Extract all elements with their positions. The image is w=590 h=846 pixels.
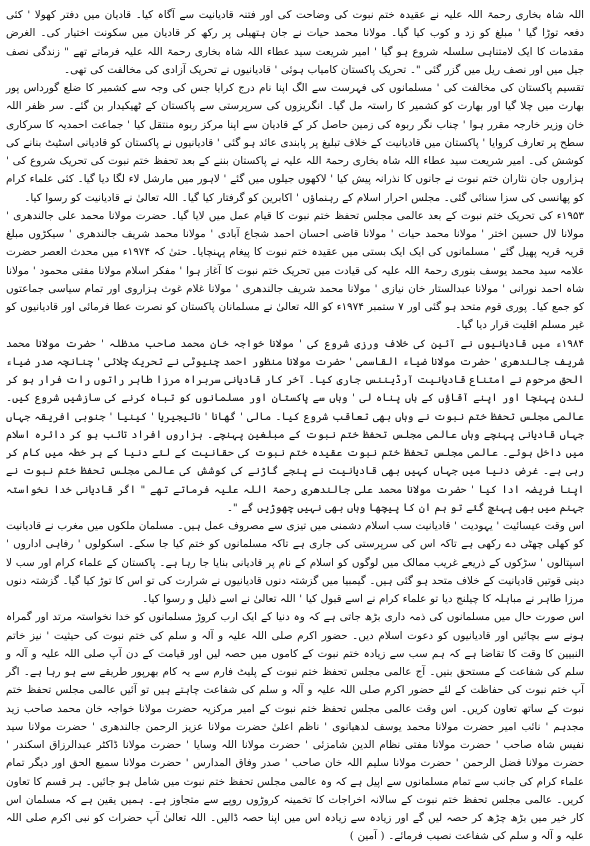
body-paragraph: اس وقت عیسائیت ' یہودیت ' قادیانیت سب اسلام دشمنی میں تیزی سے مصروف عمل ہیں۔ مسلمان ملکوں میں مغرب نے قادیانیت کو کھلی چھٹی دے رکھی ہے تاکہ اس کی سرپرستی کی جاری ہے تاکہ مسلمانوں کو ختم کیا جا سکے۔ اسکولوں ' رفاہی اداروں ' اسپتالوں ' سڑکوں کے ذریعے غریب ممالک میں لوگوں کو اسلام کے نام پر قادیانی بنایا جا رہا ہے۔ پاکستان کے علماء کرام اور سب لا دینی قوتیں قادیانیت کے خلاف متحد ہو گئی ہیں۔ گیمبیا میں گزشتہ دنوں قادیانیوں نے شرارت کی تو اس کا توڑ کیا گیا۔ گزشتہ دنوں مرزا طاہر نے مباہلہ کا چیلنج دیا تو علماء کرام نے اسے قبول کیا ' اللہ تعالیٰ نے اسے ذلیل و رسوا کیا۔ — [6, 520, 584, 605]
body-paragraph: ۱۹۸۴ء میں قادیانیوں نے آئین کی خلاف ورزی شروع کی ' مولانا خواجہ خان محمد صاحب مدظلہ ' حضرت مولانا محمد شریف جالندھری ' حضرت مولانا ضیاء القاسمی ' حضرت مولانا منظور احمد چنیوٹی نے تحریک چلائی ' چنانچہ صدر ضیاء الحق مرحوم نے امتناع قادیانیت آرڈیننس جاری کیا۔ آخر کار قادیانی سربراہ مرزا طاہر راتوں رات فرار ہو کر لندن پہنچا اور اپنے آقاؤں کے ہاں پناہ لی ' وہاں سے پاکستان اور مسلمانوں کو تباہ کرنے کی سازشیں شروع کیں۔ عالمی مجلس تحفظ ختم نبوت نے وہاں بھی تعاقب شروع کیا۔ مالی ' گھانا ' نائیجیریا ' کینیا ' جنوبی افریقہ جہاں جہاں قادیانی پہنچے وہاں عالمی مجلس تحفظ ختم نبوت کے مبلغین پہنچے۔ ہزاروں افراد تائب ہو کر دائرہ اسلام میں داخل ہوئے۔ عالمی مجلس تحفظ ختم نبوت عقیدہ ختم نبوت کی حقانیت کے لئے دنیا کے ہر خطہ میں کام کر رہی ہے۔ غرض دنیا میں جہاں کہیں بھی قادیانیت نے پنجے گاڑنے کی کوشش کی عالمی مجلس تحفظ ختم نبوت نے اپنا فریضہ ادا کیا ' حضرت مولانا محمد علی جالندھری رحمۃ اللہ علیہ فرماتے تھے " اگر قادیانی خدا نخواستہ جہنم میں بھی پہنچ گئے تو ہم ان کا پیچھا وہاں بھی نہیں چھوڑیں گے "۔ — [6, 337, 584, 514]
body-paragraph: ۱۹۵۳ء کی تحریک ختم نبوت کے بعد عالمی مجلس تحفظ ختم نبوت کا قیام عمل میں لایا گیا۔ حضرت مولانا محمد علی جالندھری ' مولانا لال حسین اختر ' مولانا محمد حیات ' مولانا قاضی احسان احمد شجاع آبادی ' مولانا محمد شریف جالندھری ' سیکڑوں مبلغ قریہ قریہ پھیل گئے ' مسلمانوں کی ایک ایک بستی میں عقیدہ ختم نبوت کا پیغام پہنچایا۔ حتیٰ کہ ۱۹۷۴ء میں محدث العصر حضرت علامہ سید محمد یوسف بنوری رحمۃ اللہ علیہ کی قیادت میں تحریک ختم نبوت کا آغاز ہوا ' مفکر اسلام مولانا مفتی محمود ' مولانا شاہ احمد نورانی ' مولانا عبدالستار خان نیازی ' مولانا محمد شریف جالندھری ' مولانا غلام غوث ہزاروی اور تمام سیاسی جماعتوں کو جمع کیا۔ پوری قوم متحد ہو گئی اور ۷ ستمبر ۱۹۷۴ء کو اللہ تعالیٰ نے مسلمانان پاکستان کو نصرت عطا فرمائی اور قادیانیوں کو غیر مسلم اقلیت قرار دیا گیا۔ — [6, 209, 584, 332]
document-page — [6, 6, 584, 843]
body-paragraph: اللہ شاہ بخاری رحمۃ اللہ علیہ نے عقیدہ ختم نبوت کی وضاحت کی اور فتنہ قادیانیت سے آگاہ کیا۔ قادیان میں دفتر کھولا ' کئی دفعہ توڑا گیا ' مبلغ کو زد و کوب کیا گیا۔ مولانا محمد حیات نے جان ہتھیلی پر رکھ کر قادیان میں سکونت اختیار کی۔ الغرض مقدمات کا ایک لامتناہی سلسلہ شروع ہو گیا ' امیر شریعت سید عطاء اللہ شاہ بخاری رحمۃ اللہ علیہ فرماتے تھے " زندگی نصف جیل میں اور نصف ریل میں گزر گئی "۔ تحریک پاکستان کامیاب ہوئی ' قادیانیوں نے تحریک آزادی کی مخالفت کی تھی۔ — [6, 9, 584, 76]
body-paragraph: اس صورت حال میں مسلمانوں کی ذمہ داری بڑھ جاتی ہے کہ وہ دنیا کے ایک ارب کروڑ مسلمانوں کو خدا نخواستہ مرتد اور گمراہ ہونے سے بچائیں اور قادیانیوں کو دعوت اسلام دیں۔ حضور اکرم صلی اللہ علیہ و آلہ و سلم کی ختم نبوت کی حیثیت ' نیز خاتم النبیین کا وقت کا تقاضا ہے کہ ہم سب سے زیادہ ختم نبوت کے کاموں میں حصہ لیں اور قیامت کے دن آپ صلی اللہ علیہ و آلہ و سلم کی شفاعت کے مستحق بنیں۔ آج عالمی مجلس تحفظ ختم نبوت کے پلیٹ فارم سے یہ کام بھرپور طریقے سے ہو رہا ہے۔ اگر آپ ختم نبوت کی حفاظت کے لئے حضور اکرم صلی اللہ علیہ و آلہ و سلم کی شفاعت چاہتے ہیں تو آئیں عالمی مجلس تحفظ ختم نبوت کے ساتھ تعاون کریں۔ اس وقت عالمی مجلس تحفظ ختم نبوت کے امیر مرکزیہ حضرت مولانا خواجہ خان محمد صاحب زید مجدہم ' نائب امیر حضرت مولانا محمد یوسف لدھیانوی ' ناظم اعلیٰ حضرت مولانا عزیز الرحمن جالندھری ' حضرت مولانا سید نفیس شاہ صاحب ' حضرت مولانا مفتی نظام الدین شامزئی ' حضرت مولانا اللہ وسایا ' حضرت مولانا ڈاکٹر عبدالرزاق اسکندر ' حضرت مولانا فضل الرحمن ' حضرت مولانا سلیم اللہ خان صاحب ' صدر وفاق المدارس ' حضرت مولانا سمیع الحق اور دیگر تمام علماء کرام کی جانب سے تمام مسلمانوں سے اپیل ہے کہ وہ عالمی مجلس تحفظ ختم نبوت میں شامل ہو جائیں۔ ہر قسم کا تعاون کریں۔ عالمی مجلس تحفظ ختم نبوت کے سالانہ اخراجات کا تخمینہ کروڑوں روپے سے متجاوز ہے۔ ہمیں یقین ہے کہ مسلمان اس کار خیر میں بڑھ چڑھ کر حصہ لیں گے اور زیادہ سے زیادہ اس میں اپنا حصہ ڈالیں۔ اللہ تعالیٰ آپ حضرات کو نبی اکرم صلی اللہ علیہ و آلہ و سلم کی شفاعت نصیب فرمائے۔ ( آمین ) — [6, 611, 584, 843]
body-paragraph: تقسیم پاکستان کی مخالفت کی ' مسلمانوں کی فہرست سے الگ اپنا نام درج کرایا جس کی وجہ سے کشمیر کا ضلع گورداس پور بھارت میں چلا گیا اور بھارت کو کشمیر کا راستہ مل گیا۔ انگریزوں کی سرپرستی سے پاکستان کے ٹھیکیدار بن گئے۔ سر ظفر اللہ خان وزیر خارجہ مقرر ہوا ' چناب نگر ربوہ کی زمین حاصل کر کے قادیان سے اپنا مرکز ربوہ منتقل کیا ' جماعت احمدیہ کا سرکاری سطح پر تعارف کروایا ' پاکستان میں قادیانیت کے خلاف تبلیغ پر پابندی عائد ہو گئی ' قادیانیوں نے پاکستان کو قادیانی اسٹیٹ بنانے کی کوشش کی۔ امیر شریعت سید عطاء اللہ شاہ بخاری رحمۃ اللہ علیہ نے پاکستان بننے کے بعد تحفظ ختم نبوت کی تحریک شروع کی ' ہزاروں جان نثاران ختم نبوت نے جانوں کا نذرانہ پیش کیا ' لاکھوں جیلوں میں گئے ' لاہور میں مارشل لاء لگا دیا گیا۔ کئی علماء کرام کو پھانسی کی سزا سنائی گئی۔ مجلس احرار اسلام کے رہنماؤں ' اکابرین کو گرفتار کیا گیا۔ اللہ تعالیٰ نے قادیانیت کو رسوا کیا۔ — [6, 82, 584, 204]
